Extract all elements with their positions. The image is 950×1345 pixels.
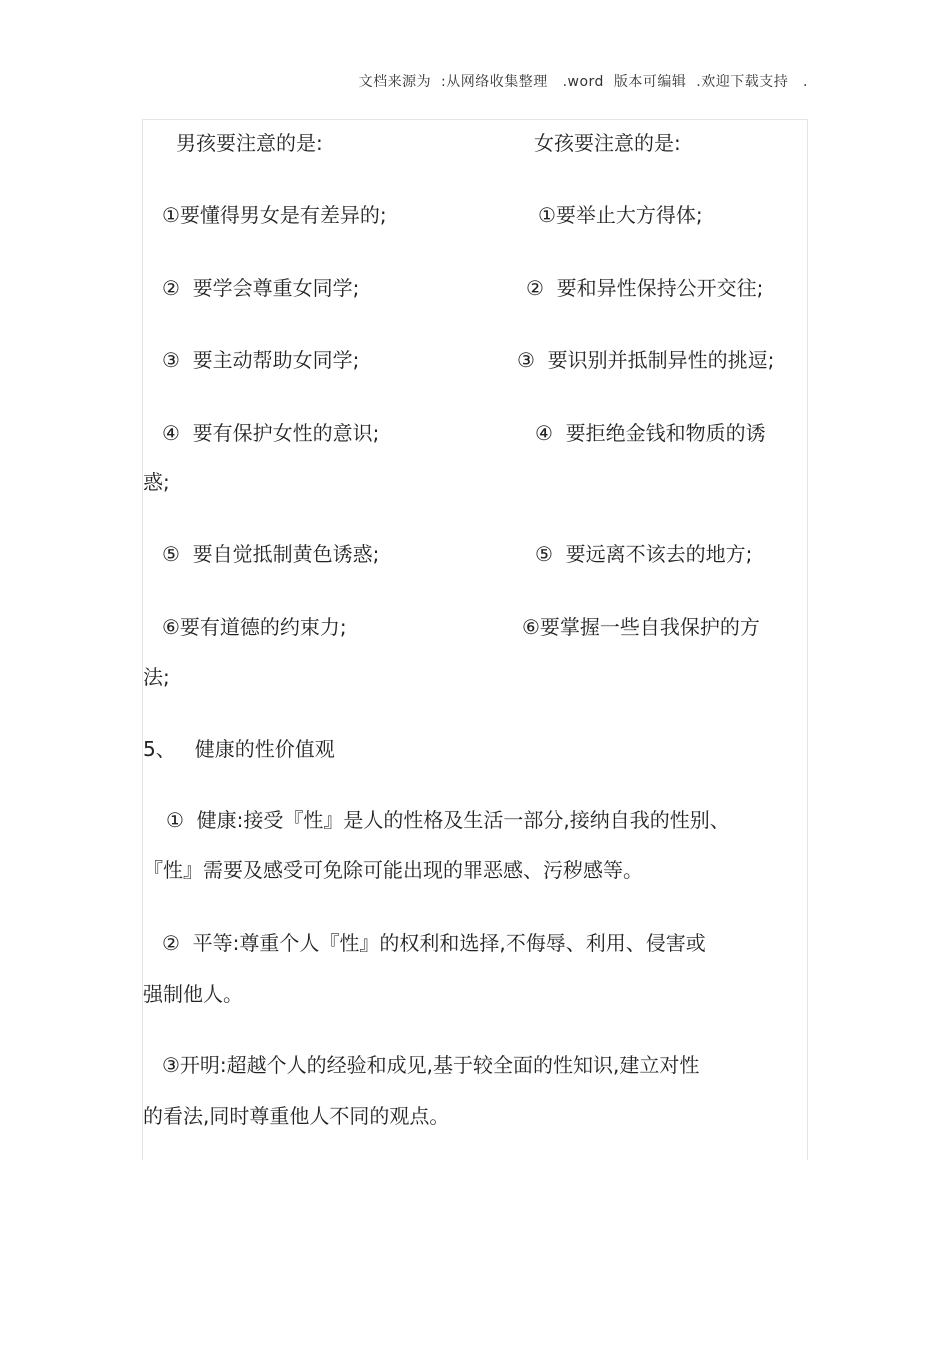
- section-5-paragraph-1-line-1: ① 健康:接受『性』是人的性格及生活一部分,接纳自我的性别、: [166, 808, 730, 832]
- girls-item-6-wrap: 法;: [143, 665, 170, 689]
- section-5-paragraph-1-line-2: 『性』需要及感受可免除可能出现的罪恶感、污秽感等。: [143, 858, 643, 882]
- boys-column-heading: 男孩要注意的是:: [176, 131, 323, 155]
- girls-item-3: ③ 要识别并抵制异性的挑逗;: [517, 348, 775, 372]
- girls-item-6: ⑥要掌握一些自我保护的方: [522, 615, 760, 639]
- girls-item-4-wrap: 惑;: [143, 470, 170, 494]
- boys-item-5: ⑤ 要自觉抵制黄色诱惑;: [162, 542, 380, 566]
- girls-column-heading: 女孩要注意的是:: [534, 131, 681, 155]
- girls-item-5: ⑤ 要远离不该去的地方;: [535, 542, 753, 566]
- boys-item-4: ④ 要有保护女性的意识;: [162, 421, 380, 445]
- section-5-heading: 5、 健康的性价值观: [143, 737, 335, 761]
- girls-item-1: ①要举止大方得体;: [538, 203, 703, 227]
- boys-item-6: ⑥要有道德的约束力;: [162, 615, 347, 639]
- section-5-paragraph-3-line-1: ③开明:超越个人的经验和成见,基于较全面的性知识,建立对性: [162, 1053, 700, 1077]
- boys-item-1: ①要懂得男女是有差异的;: [162, 203, 387, 227]
- section-5-paragraph-2-line-2: 强制他人。: [143, 982, 243, 1006]
- girls-item-2: ② 要和异性保持公开交往;: [526, 276, 764, 300]
- header-source-note: 文档来源为 :从网络收集整理 .word 版本可编辑 .欢迎下载支持 .: [358, 74, 808, 90]
- boys-item-3: ③ 要主动帮助女同学;: [162, 348, 360, 372]
- boys-item-2: ② 要学会尊重女同学;: [162, 276, 360, 300]
- section-5-paragraph-2-line-1: ② 平等:尊重个人『性』的权利和选择,不侮辱、利用、侵害或: [162, 931, 706, 955]
- girls-item-4: ④ 要拒绝金钱和物质的诱: [535, 421, 766, 445]
- section-5-paragraph-3-line-2: 的看法,同时尊重他人不同的观点。: [143, 1104, 450, 1128]
